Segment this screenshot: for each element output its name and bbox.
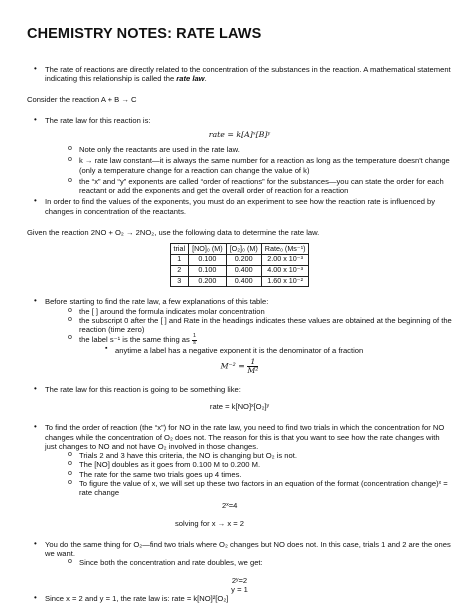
- notes-page: [27, 26, 452, 603]
- since-both-item: o Since both the concentration and rate doubles, we get:: [68, 558, 263, 568]
- rate-form-equation: rate = k[NO]ˣ[O₂]ʸ: [209, 402, 270, 412]
- rate-law-intro: The rate law for this reaction is:: [45, 116, 151, 126]
- solve-x: solving for x → x = 2: [175, 518, 245, 528]
- fraction-one-over-s: $\frac{1}{s}$: [192, 333, 196, 346]
- x-equation: 2ˣ=4: [222, 501, 238, 511]
- rate-law-equation: rate = k[A]ˣ[B]ʸ: [208, 129, 271, 139]
- explain-item: o the label s⁻¹ is the same thing as $\frac{1}{s}$: [68, 333, 196, 346]
- y-result: y = 1: [231, 584, 248, 594]
- given-line: Given the reaction 2NO + O₂ → 2NO₂, use the following data to determine the rate law.: [27, 227, 320, 237]
- page-title: CHEMISTRY NOTES: RATE LAWS: [27, 26, 262, 42]
- bullet-explain: • Before starting to find the rate law, a few explanations of this table:: [34, 296, 269, 307]
- bullet-rate-form: • The rate law for this reaction is going to be something like:: [34, 383, 241, 394]
- intro-text: The rate of reactions are directly related to the concentration of the substances in the reaction. A mathematical statement indicating this relationship is called the: [45, 64, 451, 83]
- consider-line: Consider the reaction A + B → C: [27, 95, 137, 105]
- note-item: o Note only the reactants are used in the rate law.: [68, 145, 240, 155]
- table-row: 3 0.200 0.400 1.60 x 10⁻²: [170, 276, 309, 287]
- m-fraction-equation: M⁻² = $\frac{1}{\text{M²}}$: [220, 356, 259, 375]
- bullet-same-o2: • You do the same thing for O₂—find two trials where O₂ changes but NO does not. In this case, trials 1 and 2 are the ones we want.: [34, 538, 451, 559]
- y-equation: 2ʸ=2: [231, 575, 248, 585]
- bullet-intro: • The rate of reactions are directly related to the concentration of the substances in the reaction. A mathematical statement indicating this relationship is called the rate law.: [34, 63, 451, 83]
- bullet-rate-law: • The rate law for this reaction is:: [34, 115, 151, 126]
- table-row: 1 0.100 0.200 2.00 x 10⁻³: [170, 254, 309, 265]
- data-table: [170, 243, 310, 287]
- step-item: o The rate for the same two trials goes up 4 times.: [68, 469, 242, 479]
- table-header-row: trial [NO]₀ (M) [O₂]₀ (M) Rate₀ (Ms⁻¹): [170, 244, 309, 255]
- step-item: o Trials 2 and 3 have this criteria, the NO is changing but O₂ is not.: [68, 451, 297, 461]
- bullet-experiment: • In order to find the values of the exponents, you must do an experiment to see how the reaction rate is influenced by changes in concentration of the reactants.: [34, 196, 436, 216]
- explain-item: o the subscript 0 after the [ ] and Rate in the headings indicates these values are obtained at the beginning of the reaction (time zero): [68, 315, 452, 335]
- bullet-final: • Since x = 2 and y = 1, the rate law is: rate = k[NO]²[O₂]: [34, 593, 229, 604]
- table-row: 2 0.100 0.400 4.00 x 10⁻³: [170, 265, 309, 276]
- explain-item: o the [ ] around the formula indicates molar concentration: [68, 306, 265, 316]
- step-item: o To figure the value of x, we will set up these two factors in an equation of the format (concentration change)ˣ = rate change: [68, 478, 448, 498]
- note-item: o the “x” and “y” exponents are called “order of reactions” for the substances—you can state the order for each reactant or add the exponents and get the overall order of reaction for a reaction: [68, 176, 444, 196]
- bullet-order-no: • To find the order of reaction (the “x”) for NO in the rate law, you need to find two trials in which the concentration for NO changes while the concentration of O₂ does not. The reason for this is that you want to see how the rate changes with just changes to NO and not have O₂ involved in those changes.: [34, 422, 445, 451]
- bullet-dot: •: [34, 63, 37, 73]
- note-item: o k → rate law constant—it is always the same number for a reaction as long as the temperature doesn't change (only a temperature change for a reaction can change the value of k): [68, 156, 450, 175]
- rate-law-term: rate law: [176, 73, 205, 83]
- sub-explain-item: ▪ anytime a label has a negative exponent it is the denominator of a fraction: [105, 345, 364, 356]
- step-item: o The [NO] doubles as it goes from 0.100 M to 0.200 M.: [68, 460, 261, 470]
